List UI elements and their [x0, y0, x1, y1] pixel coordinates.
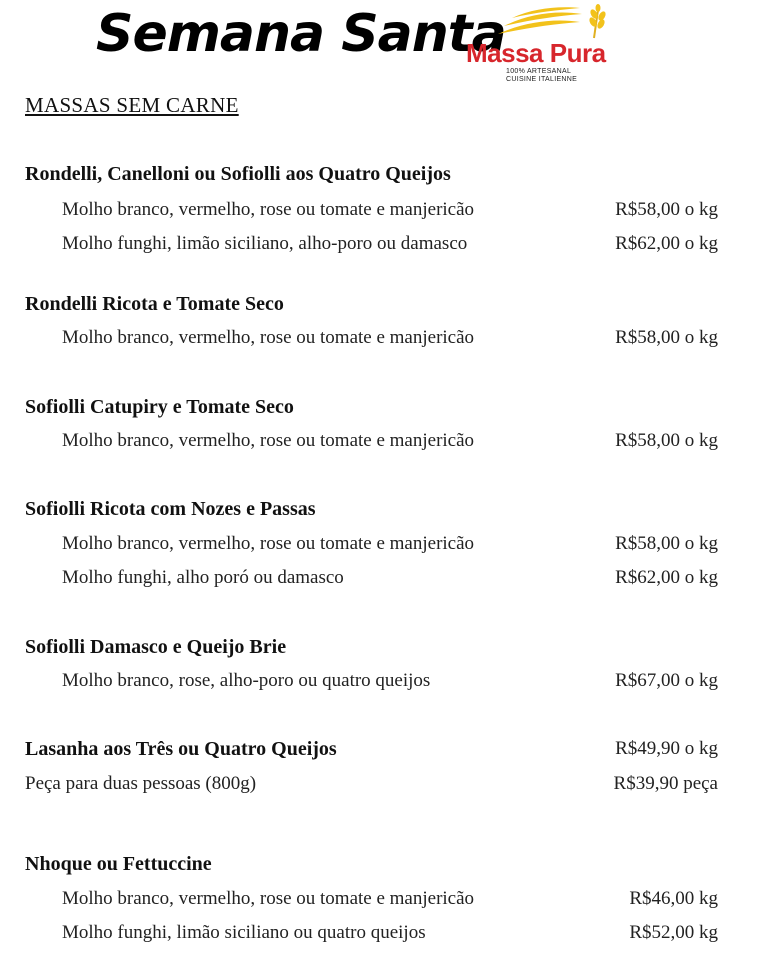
- option-row: [0, 199, 771, 229]
- option-row: [0, 773, 771, 803]
- option-row: [0, 922, 771, 952]
- option-description: Molho funghi, alho poró ou damasco: [62, 567, 344, 588]
- dish-name: Sofiolli Damasco e Queijo Brie: [25, 636, 287, 658]
- option-price: R$58,00 o kg: [615, 327, 718, 348]
- option-price: R$58,00 o kg: [615, 430, 718, 451]
- option-price: R$39,90 peça: [613, 773, 718, 794]
- option-price: R$46,00 kg: [629, 888, 718, 909]
- option-price: R$67,00 o kg: [615, 670, 718, 691]
- option-row: [0, 670, 771, 700]
- dish-row: [0, 636, 771, 666]
- wheat-swoosh-icon: [494, 4, 614, 40]
- option-description: Molho branco, vermelho, rose ou tomate e manjericão: [62, 533, 475, 554]
- option-description: Molho branco, vermelho, rose ou tomate e manjericão: [62, 888, 475, 909]
- dish-row: [0, 853, 771, 883]
- option-description: Molho branco, vermelho, rose ou tomate e manjericão: [62, 199, 475, 220]
- dish-name: Sofiolli Catupiry e Tomate Seco: [25, 396, 294, 418]
- option-description: Molho branco, vermelho, rose ou tomate e manjericão: [62, 327, 475, 348]
- dish-name: Nhoque ou Fettuccine: [25, 853, 212, 875]
- dish-name: Rondelli Ricota e Tomate Seco: [25, 293, 284, 315]
- option-price: R$62,00 o kg: [615, 567, 718, 588]
- option-price: R$62,00 o kg: [615, 233, 718, 254]
- option-price: R$58,00 o kg: [615, 199, 718, 220]
- brand-tagline: CUISINE ITALIENNE: [506, 76, 578, 83]
- dish-row: [0, 396, 771, 426]
- option-description: Molho funghi, limão siciliano, alho-poro ou damasco: [62, 233, 468, 254]
- dish-row: [0, 498, 771, 528]
- dish-price: R$49,90 o kg: [615, 738, 718, 759]
- option-description: Molho funghi, limão siciliano ou quatro queijos: [62, 922, 426, 943]
- page-title: Semana Santa: [96, 4, 506, 64]
- brand-name: Massa Pura: [466, 38, 606, 68]
- dish-row: [0, 738, 771, 768]
- brand-tagline: 100% ARTESANAL: [506, 68, 572, 75]
- dish-name: Sofiolli Ricota com Nozes e Passas: [25, 498, 316, 520]
- option-price: R$58,00 o kg: [615, 533, 718, 554]
- option-row: [0, 430, 771, 460]
- dish-row: [0, 293, 771, 323]
- dish-name: Lasanha aos Três ou Quatro Queijos: [25, 738, 337, 760]
- option-row: [0, 567, 771, 597]
- option-description: Molho branco, vermelho, rose ou tomate e manjericão: [62, 430, 475, 451]
- option-row: [0, 533, 771, 563]
- dish-row: [0, 163, 771, 193]
- option-price: R$52,00 kg: [629, 922, 718, 943]
- option-row: [0, 233, 771, 263]
- dish-name: Rondelli, Canelloni ou Sofiolli aos Quatro Queijos: [25, 163, 451, 185]
- option-description: Peça para duas pessoas (800g): [25, 773, 257, 794]
- brand-logo: [466, 4, 616, 86]
- section-title: MASSAS SEM CARNE: [25, 93, 239, 117]
- option-description: Molho branco, rose, alho-poro ou quatro queijos: [62, 670, 431, 691]
- option-row: [0, 327, 771, 357]
- option-row: [0, 888, 771, 918]
